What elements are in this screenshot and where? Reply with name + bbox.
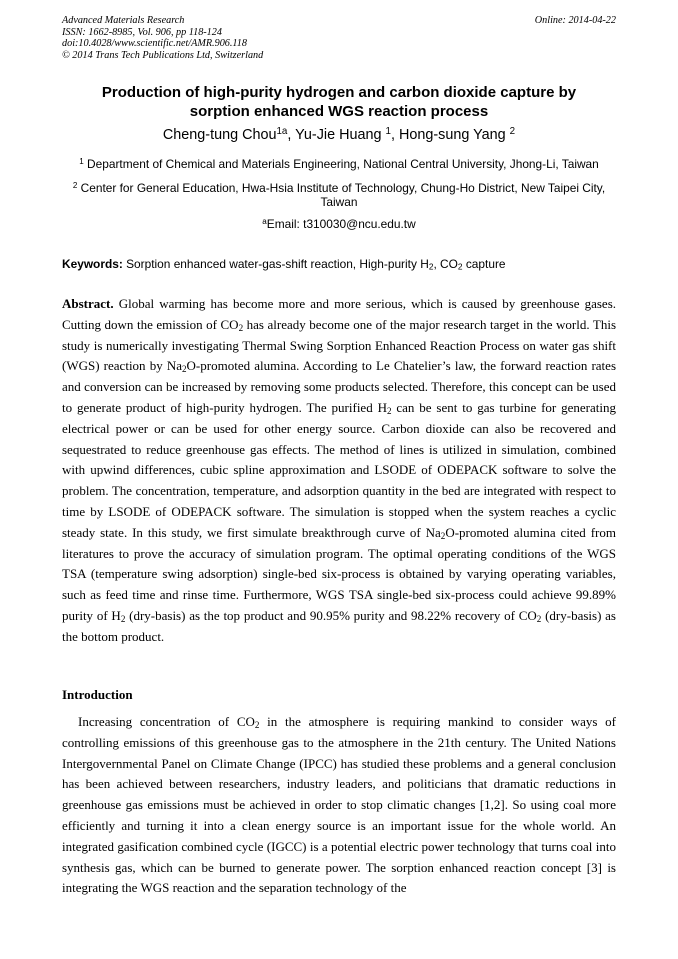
affiliation-2-sup: 2 bbox=[72, 180, 78, 190]
keywords-text-1: Sorption enhanced water-gas-shift reaction, High-purity H bbox=[122, 257, 429, 271]
title-line-2: sorption enhanced WGS reaction process bbox=[189, 103, 489, 120]
affiliation-2 bbox=[62, 181, 616, 209]
abstract-text-7: (dry-basis) as the bottom product. bbox=[62, 607, 616, 644]
author-1: Cheng-tung Chou bbox=[162, 127, 277, 143]
abstract-text-2: has already become one of the major research target in the world. This study is numerically investigating Thermal Swing Sorption Enhanced Reaction Process on water gas shift (WGS) reaction by Na bbox=[62, 316, 616, 374]
abstract-sub-4: 2 bbox=[440, 530, 446, 541]
author-list bbox=[62, 126, 616, 144]
keywords-label: Keywords: bbox=[62, 257, 123, 271]
keywords-sub-2: 2 bbox=[457, 261, 463, 272]
affiliation-1-text: Department of Chemical and Materials Engineering, National Central University, Jhong-Li, Taiwan bbox=[87, 157, 599, 171]
keywords-text-2: , CO bbox=[433, 257, 458, 271]
doi-line: doi:10.4028/www.scientific.net/AMR.906.118 bbox=[62, 38, 247, 50]
affiliation-1 bbox=[62, 157, 616, 171]
author-sep-2: , bbox=[390, 127, 399, 143]
keywords-text-3: capture bbox=[462, 257, 506, 271]
abstract-text-3: O-promoted alumina. According to Le Chatelier’s law, the forward reaction rates and conversion can be increased by removing some products selected. Therefore, this concept can be used to generate product of high-purity hydrogen. The purified H bbox=[62, 358, 616, 415]
affiliation-1-sup: 1 bbox=[79, 156, 84, 166]
introduction-heading: Introduction bbox=[62, 687, 133, 702]
intro-text-2: in the atmosphere is requiring mankind to consider ways of controlling emissions of this greenhouse gas to the atmosphere in the 21th century. The United Nations Intergovernmental Panel on Climate Change (IPCC) has studied these problems and a general conclusion has been achieved between researchers, industry leaders, and politicians that dramatic reductions in greenhouse gas emissions must be achieved in order to stop climatic changes [1,2]. So using coal more efficiently and turning it into a clean energy source is an important issue for the whole world. An integrated gasification combined cycle (IGCC) is a potential electric power technology that turns coal into synthesis gas, which can be burned to generate power. The sorption enhanced reaction concept [3] is integrating the WGS reaction and the separation technology of the bbox=[62, 714, 616, 896]
intro-sub-1: 2 bbox=[254, 719, 260, 730]
abstract-sub-2: 2 bbox=[182, 364, 187, 375]
abstract-text-6: (dry-basis) as the top product and 90.95% purity and 98.22% recovery of CO bbox=[125, 607, 537, 623]
title-line-1: Production of high-purity hydrogen and carbon dioxide capture by bbox=[101, 84, 577, 101]
abstract-text-5: O-promoted alumina cited from literatures to prove the accuracy of simulation program. The optimal operating conditions of the WGS TSA (temperature swing adsorption) single-bed six-process is obtained by varying operating variables, such as feed time and rinse time. Furthermore, WGS TSA single-bed six-process could achieve 99.89% purity of H bbox=[62, 524, 616, 623]
issn-line: ISSN: 1662-8985, Vol. 906, pp 118-124 bbox=[62, 26, 222, 38]
abstract bbox=[62, 294, 616, 648]
contact-email bbox=[62, 217, 616, 231]
author-3-sup: 2 bbox=[509, 126, 516, 138]
email-sup: a bbox=[262, 216, 267, 226]
journal-name: Advanced Materials Research bbox=[62, 15, 185, 26]
intro-text-1: Increasing concentration of CO bbox=[78, 714, 255, 729]
abstract-text-1: Global warming has become more and more serious, which is caused by greenhouse gases. Cutting down the emission of CO bbox=[62, 296, 616, 332]
abstract-text-4: can be sent to gas turbine for generating electrical power or can be used for other energy source. Carbon dioxide can also be recovered and sequestrated to reduce greenhouse gas effects. The method of lines is utilized in simulation, combined with upwind differences, cubic spline approximation and LSODE of ODEPACK software to solve the problem. The concentration, temperature, and adsorption quantity in the bed are integrated with respect to time by LSODE of ODEPACK software. The simulation is stopped when the system reaches a cyclic steady state. In this study, we first simulate breakthrough curve of Na bbox=[62, 399, 616, 540]
journal-header bbox=[62, 15, 616, 61]
author-sep-1: , bbox=[287, 127, 296, 143]
email-text: Email: t310030@ncu.edu.tw bbox=[266, 217, 416, 231]
abstract-sub-1: 2 bbox=[238, 322, 244, 333]
keywords-sub-1: 2 bbox=[428, 261, 434, 272]
abstract-sub-5: 2 bbox=[120, 613, 126, 624]
copyright-line: © 2014 Trans Tech Publications Ltd, Switzerland bbox=[62, 49, 264, 61]
paper-title bbox=[62, 83, 616, 121]
author-1-sup: 1a bbox=[276, 126, 288, 138]
affiliation-2-text: Center for General Education, Hwa-Hsia Institute of Technology, Chung-Ho District, New Taipei City, Taiwan bbox=[80, 181, 606, 209]
online-date: Online: 2014-04-22 bbox=[534, 15, 616, 26]
introduction-paragraph bbox=[62, 712, 616, 899]
author-2-sup: 1 bbox=[385, 126, 391, 138]
keywords bbox=[62, 256, 616, 272]
abstract-sub-3: 2 bbox=[386, 405, 392, 416]
abstract-label: Abstract. bbox=[62, 296, 114, 311]
author-3: Hong-sung Yang bbox=[398, 127, 510, 143]
abstract-sub-6: 2 bbox=[536, 613, 542, 624]
author-2: Yu-Jie Huang bbox=[295, 127, 386, 143]
